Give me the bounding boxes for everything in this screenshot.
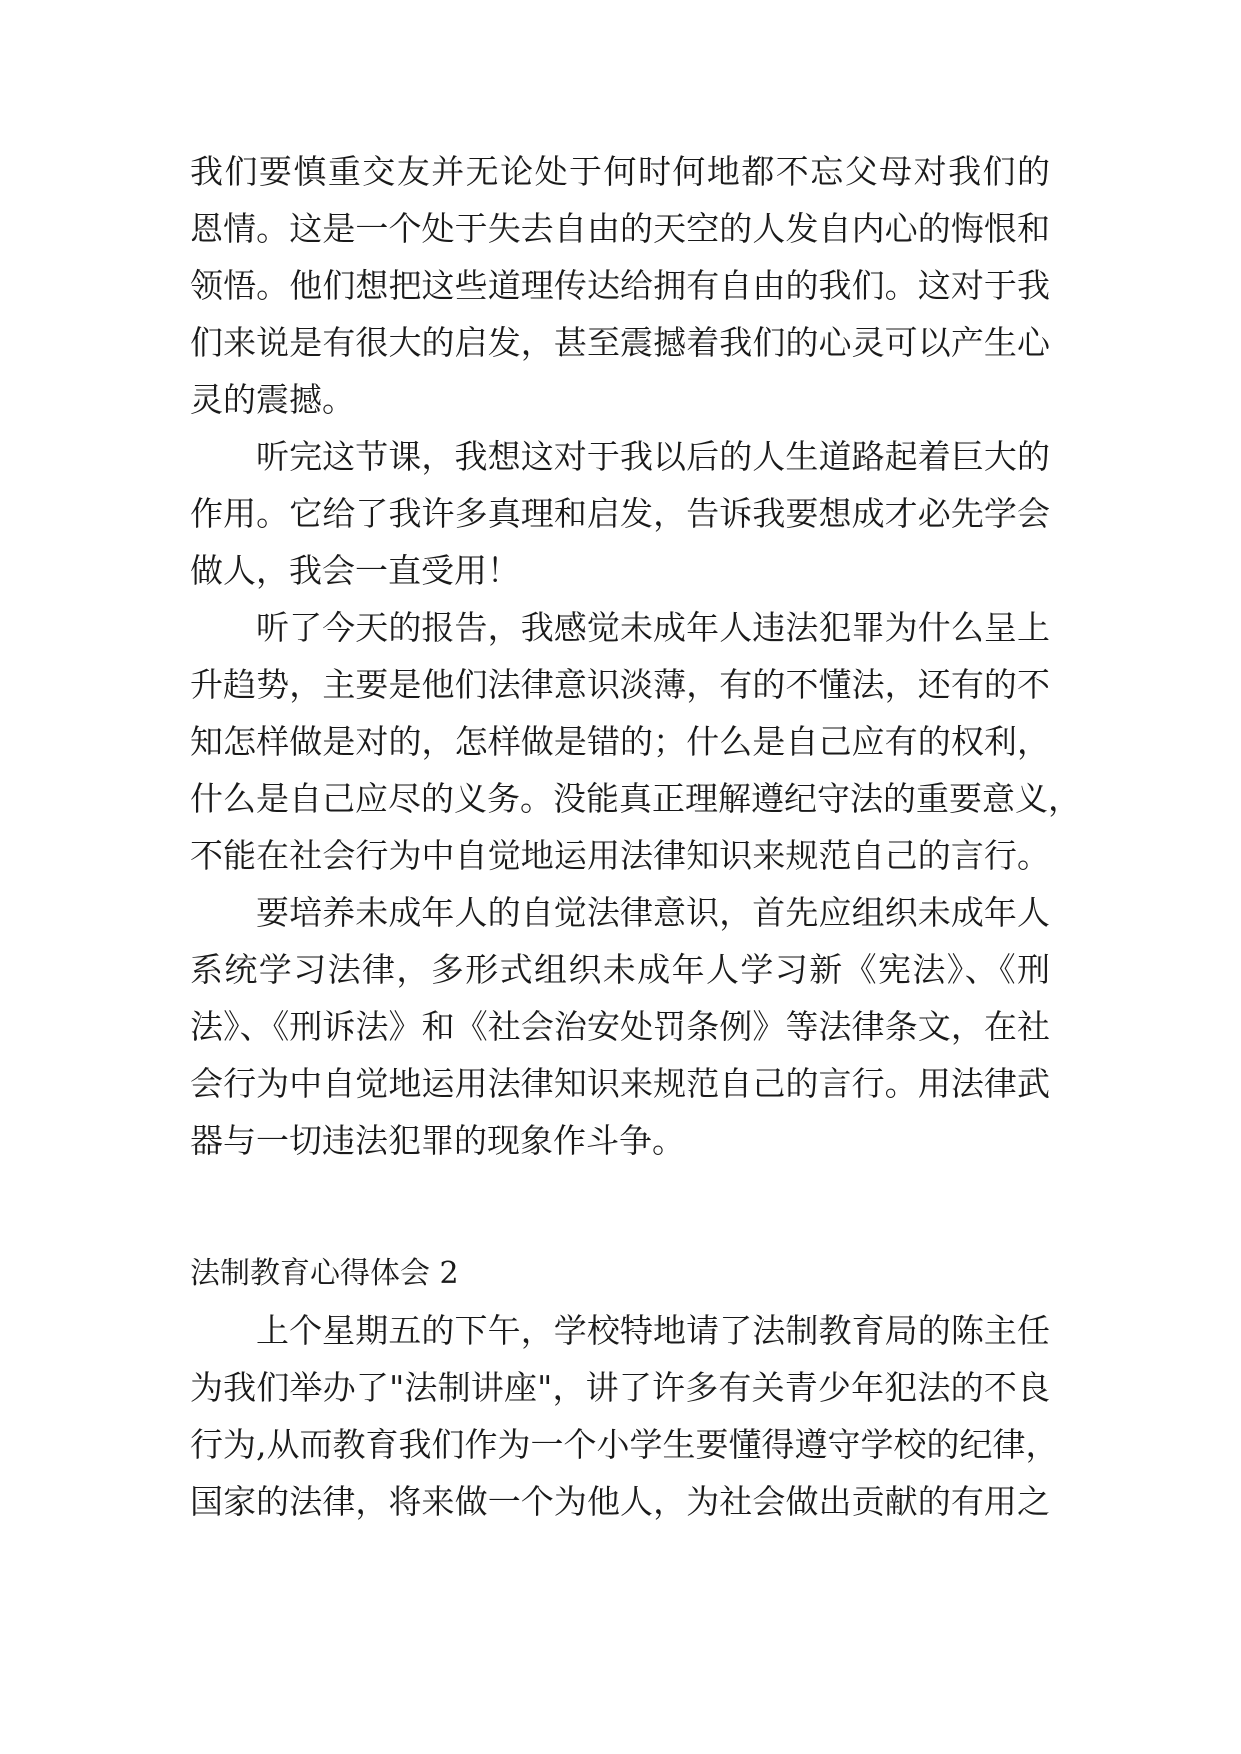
text-line: 法》、《刑诉法》和《社会治安处罚条例》等法律条文，在社	[190, 1007, 1050, 1046]
paragraph-first-line: 要培养未成年人的自觉法律意识，首先应组织未成年人	[256, 893, 1050, 932]
text-line: 做人，我会一直受用！	[190, 551, 520, 590]
text-line: 灵的震撼。	[190, 380, 355, 419]
paragraph-first-line: 听完这节课，我想这对于我以后的人生道路起着巨大的	[256, 437, 1050, 476]
text-line: 系统学习法律，多形式组织未成年人学习新《宪法》、《刑	[190, 950, 1050, 989]
text-line: 们来说是有很大的启发，甚至震撼着我们的心灵可以产生心	[190, 323, 1050, 362]
text-line: 为我们举办了"法制讲座"，讲了许多有关青少年犯法的不良	[190, 1368, 1050, 1407]
text-line: 器与一切违法犯罪的现象作斗争。	[190, 1121, 685, 1160]
text-line: 知怎样做是对的，怎样做是错的；什么是自己应有的权利，	[190, 722, 1050, 761]
text-line: 会行为中自觉地运用法律知识来规范自己的言行。用法律武	[190, 1064, 1050, 1103]
paragraph-first-line: 上个星期五的下午，学校特地请了法制教育局的陈主任	[256, 1311, 1050, 1350]
text-line: 不能在社会行为中自觉地运用法律知识来规范自己的言行。	[190, 836, 1050, 875]
text-line: 领悟。他们想把这些道理传达给拥有自由的我们。这对于我	[190, 266, 1050, 305]
text-line: 升趋势，主要是他们法律意识淡薄，有的不懂法，还有的不	[190, 665, 1050, 704]
text-line: 作用。它给了我许多真理和启发，告诉我要想成才必先学会	[190, 494, 1050, 533]
text-line: 恩情。这是一个处于失去自由的天空的人发自内心的悔恨和	[190, 209, 1050, 248]
paragraph-first-line: 听了今天的报告，我感觉未成年人违法犯罪为什么呈上	[256, 608, 1050, 647]
text-line: 什么是自己应尽的义务。没能真正理解遵纪守法的重要意义，	[190, 779, 1081, 818]
text-line: 行为,从而教育我们作为一个小学生要懂得遵守学校的纪律，	[190, 1425, 1059, 1464]
text-line: 我们要慎重交友并无论处于何时何地都不忘父母对我们的	[190, 152, 1050, 191]
section-heading: 法制教育心得体会 2	[190, 1256, 459, 1291]
text-line: 国家的法律，将来做一个为他人，为社会做出贡献的有用之	[190, 1482, 1050, 1521]
